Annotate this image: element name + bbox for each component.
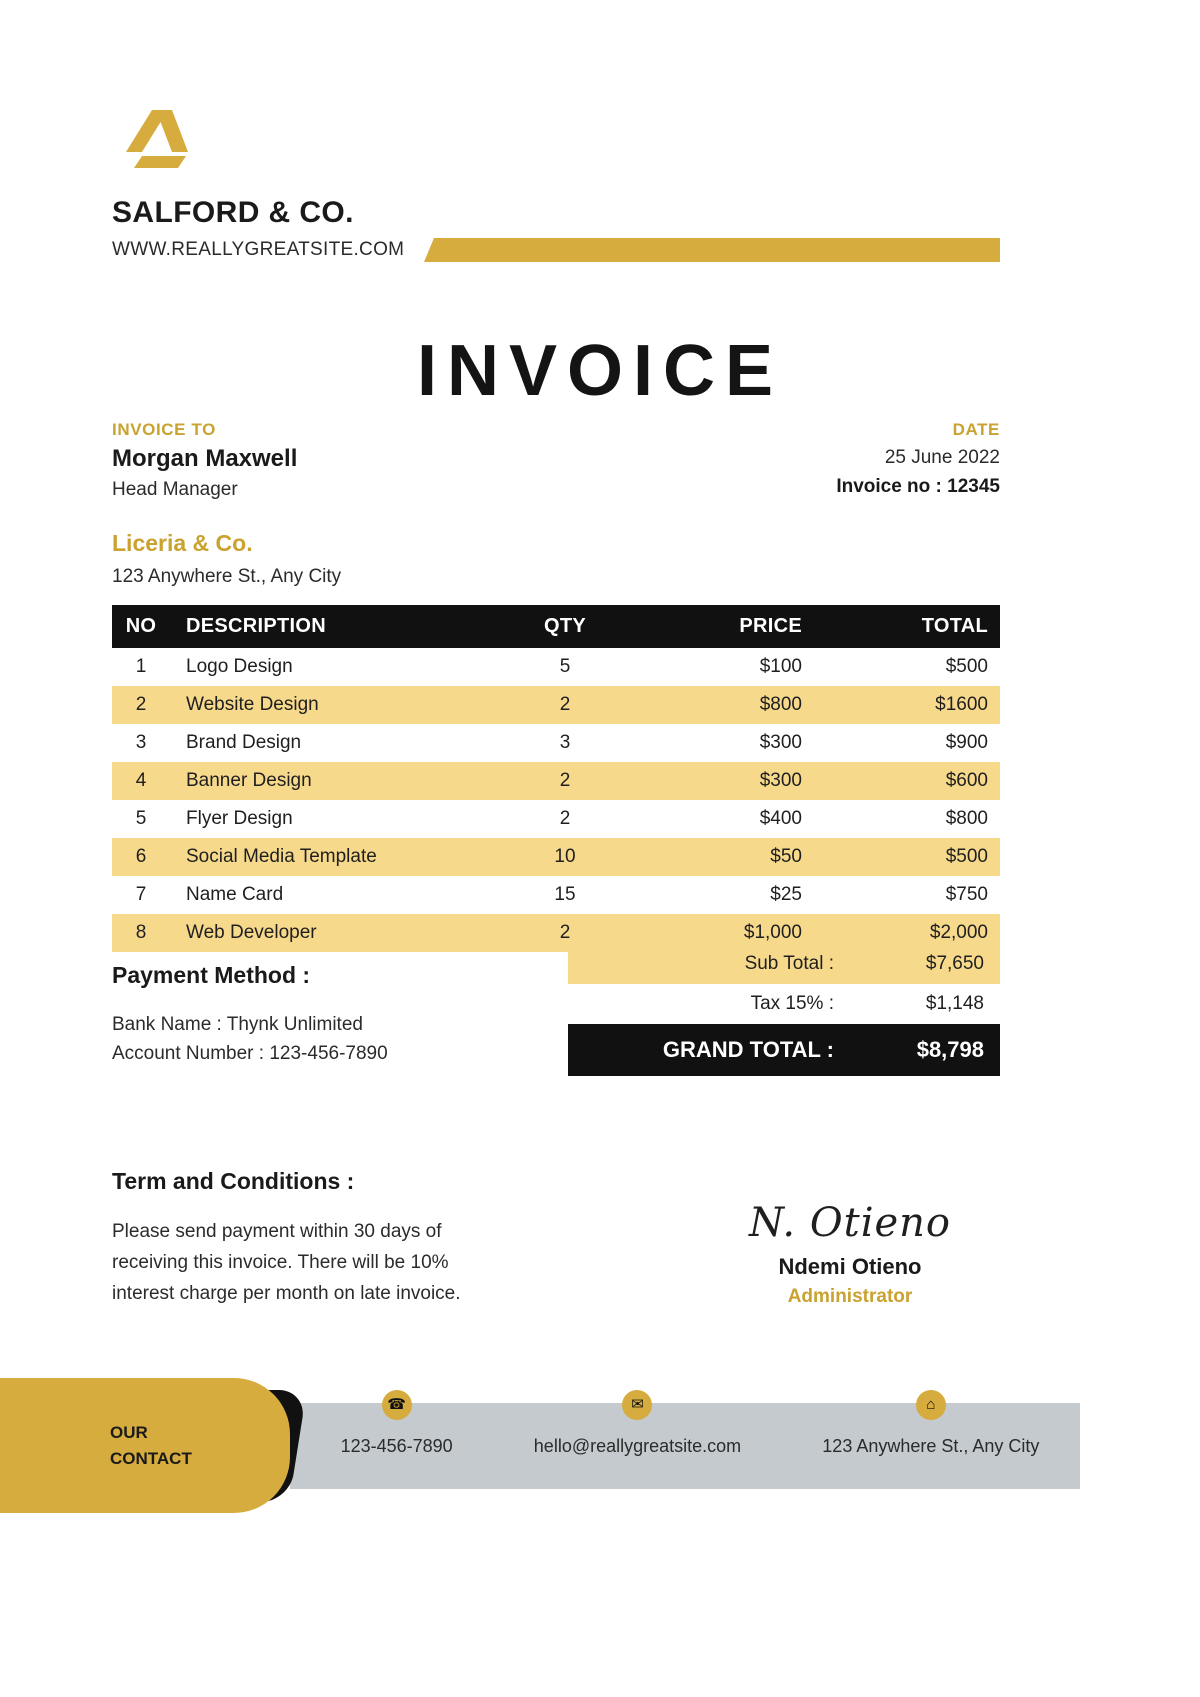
home-icon: ⌂: [916, 1390, 946, 1420]
company-name: SALFORD & CO.: [112, 196, 354, 229]
cell-total: $800: [945, 808, 988, 829]
contact-list: [300, 1395, 1080, 1489]
cell-price: $100: [759, 656, 802, 677]
table-row: [112, 800, 1000, 838]
signature-block: [700, 1200, 1000, 1308]
table-body: [112, 648, 1000, 952]
header-accent-bar: [424, 238, 1000, 262]
cell-no: 7: [135, 884, 147, 905]
contact-text: hello@reallygreatsite.com: [533, 1435, 742, 1456]
payment-method-block: [112, 962, 562, 1069]
cell-qty: 2: [559, 770, 571, 791]
cell-total: $500: [945, 656, 988, 677]
contact-item[interactable]: [822, 1395, 1040, 1457]
cell-no: 8: [135, 922, 147, 943]
our-contact-line2: CONTACT: [110, 1449, 192, 1469]
grand-total-label: GRAND TOTAL :: [662, 1037, 834, 1062]
invoice-number: Invoice no : 12345: [836, 476, 1000, 497]
subtotal-row: [568, 944, 1000, 984]
column-header-qty: QTY: [490, 605, 640, 648]
payment-details: [112, 1010, 562, 1069]
company-logo-icon: [112, 108, 194, 170]
cell-price: $1,000: [743, 922, 802, 943]
table-row: [112, 876, 1000, 914]
company-website: WWW.REALLYGREATSITE.COM: [112, 239, 405, 260]
table-row: [112, 648, 1000, 686]
cell-no: 4: [135, 770, 147, 791]
table-row: [112, 686, 1000, 724]
subtotal-value: $7,650: [925, 953, 984, 974]
envelope-icon: ✉: [622, 1390, 652, 1420]
client-company: Liceria & Co.: [112, 530, 253, 556]
client-name: Morgan Maxwell: [112, 445, 298, 472]
cell-price: $400: [759, 808, 802, 829]
cell-no: 3: [135, 732, 147, 753]
subtotal-label: Sub Total :: [744, 953, 834, 974]
cell-price: $800: [759, 694, 802, 715]
contact-text: 123-456-7890: [340, 1435, 453, 1456]
payment-method-heading: Payment Method :: [112, 962, 311, 988]
contact-text: 123 Anywhere St., Any City: [822, 1435, 1040, 1456]
tax-value: $1,148: [925, 993, 984, 1014]
grand-total-value: $8,798: [916, 1037, 984, 1062]
table-row: [112, 724, 1000, 762]
line-items-table: [112, 605, 1000, 952]
column-header-description: DESCRIPTION: [170, 605, 490, 648]
cell-qty: 2: [559, 808, 571, 829]
cell-price: $300: [759, 732, 802, 753]
cell-qty: 5: [559, 656, 571, 677]
column-header-total: TOTAL: [820, 605, 1000, 648]
cell-description: Web Developer: [186, 922, 317, 943]
cell-description: Name Card: [186, 884, 284, 905]
terms-heading: Term and Conditions :: [112, 1168, 355, 1194]
cell-qty: 2: [559, 694, 571, 715]
cell-no: 2: [135, 694, 147, 715]
signature-mark: N. Otieno: [748, 1200, 952, 1246]
client-address: 123 Anywhere St., Any City: [112, 566, 342, 587]
tax-label: Tax 15% :: [750, 993, 834, 1014]
cell-price: $50: [770, 846, 802, 867]
cell-total: $600: [945, 770, 988, 791]
cell-price: $25: [770, 884, 802, 905]
column-header-no: NO: [112, 605, 170, 648]
cell-total: $1600: [935, 694, 988, 715]
invoice-meta-block: [680, 420, 1000, 498]
client-role: Head Manager: [112, 479, 238, 500]
cell-description: Brand Design: [186, 732, 302, 753]
cell-no: 5: [135, 808, 147, 829]
table-header-row: [112, 605, 1000, 648]
cell-qty: 3: [559, 732, 571, 753]
contact-item[interactable]: [533, 1395, 742, 1457]
cell-total: $900: [945, 732, 988, 753]
contact-footer: [0, 1378, 1200, 1513]
signatory-role: Administrator: [787, 1286, 913, 1307]
cell-description: Logo Design: [186, 656, 293, 677]
phone-icon: ☎: [382, 1390, 412, 1420]
cell-total: $500: [945, 846, 988, 867]
bill-to-block: [112, 420, 612, 588]
date-value: 25 June 2022: [884, 447, 1000, 468]
cell-no: 1: [135, 656, 147, 677]
cell-description: Flyer Design: [186, 808, 293, 829]
grand-total-row: [568, 1024, 1000, 1076]
cell-description: Banner Design: [186, 770, 312, 791]
our-contact-line1: OUR: [110, 1423, 148, 1442]
cell-price: $300: [759, 770, 802, 791]
column-header-price: PRICE: [640, 605, 820, 648]
cell-total: $2,000: [929, 922, 988, 943]
bank-name: Bank Name : Thynk Unlimited: [112, 1014, 363, 1035]
table-row: [112, 762, 1000, 800]
cell-qty: 15: [554, 884, 576, 905]
table-row: [112, 838, 1000, 876]
cell-qty: 2: [559, 922, 571, 943]
account-number: Account Number : 123-456-7890: [112, 1043, 388, 1065]
page-title: INVOICE: [416, 331, 784, 411]
signatory-name: Ndemi Otieno: [778, 1254, 922, 1279]
tax-row: [568, 984, 1000, 1024]
cell-qty: 10: [554, 846, 576, 867]
totals-summary: [568, 944, 1000, 1076]
cell-description: Social Media Template: [186, 846, 377, 867]
cell-description: Website Design: [186, 694, 319, 715]
terms-body: Please send payment within 30 days of receiving this invoice. There will be 10% interest charge per month on late invoice.: [112, 1221, 461, 1304]
contact-item[interactable]: [340, 1395, 453, 1457]
cell-no: 6: [135, 846, 147, 867]
date-label: DATE: [952, 420, 1000, 439]
document-header: [0, 0, 1200, 300]
terms-block: [112, 1168, 512, 1309]
invoice-to-label: INVOICE TO: [112, 420, 216, 439]
cell-total: $750: [945, 884, 988, 905]
our-contact-label: [110, 1420, 280, 1473]
